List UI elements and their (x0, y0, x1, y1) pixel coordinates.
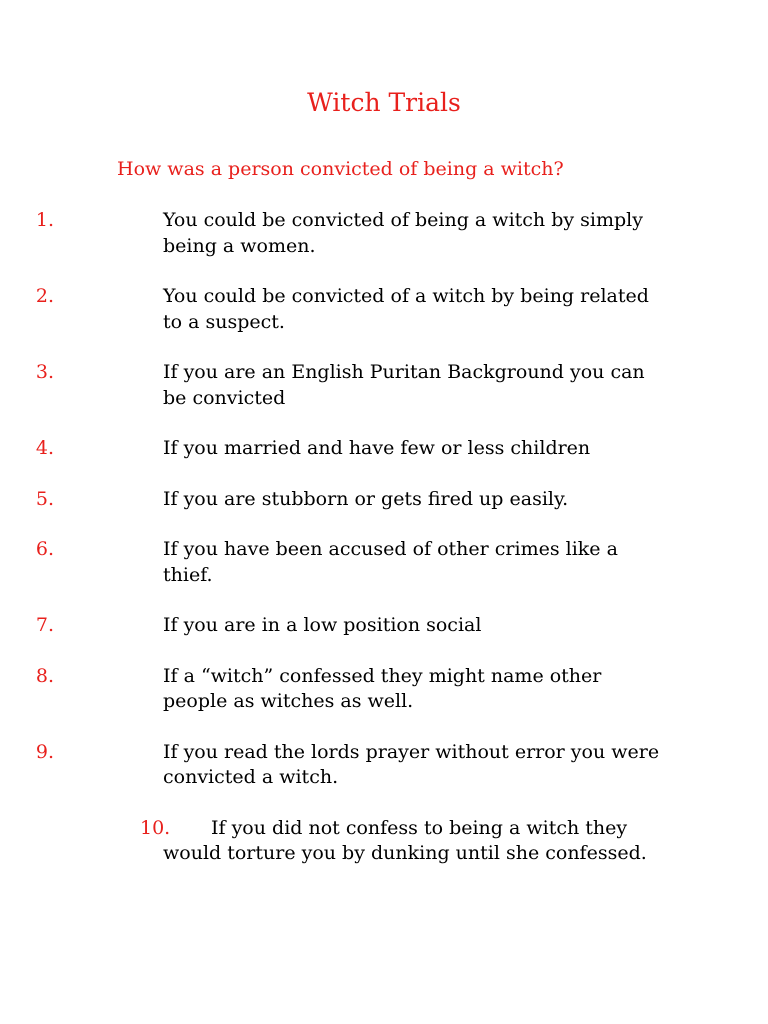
conviction-list (0, 208, 768, 892)
list-item-text: If you are in a low position social (163, 614, 482, 636)
list-number: 3. (35, 361, 54, 383)
list-number: 10. (140, 816, 171, 839)
list-item-text: If a “witch” confessed they might name other people as witches as well. (163, 664, 602, 712)
list-item (0, 208, 663, 259)
list-item-text: If you married and have few or less children (163, 437, 591, 459)
list-item-text: If you are an English Puritan Background you can be convicted (163, 361, 645, 409)
page-title: Witch Trials (307, 88, 461, 117)
question-heading: How was a person convicted of being a witch? (117, 158, 564, 180)
list-item (0, 740, 663, 791)
list-item (0, 664, 663, 715)
list-item (0, 284, 663, 335)
list-item (0, 487, 663, 513)
list-number: 2. (35, 285, 54, 307)
list-number: 5. (35, 487, 54, 510)
list-item-text: If you did not confess to being a witch they would torture you by dunking until she confessed. (163, 816, 647, 864)
list-item-text: If you have been accused of other crimes like a thief. (163, 538, 618, 586)
list-number: 7. (35, 614, 54, 636)
list-number: 1. (35, 209, 54, 231)
list-item (0, 613, 663, 639)
list-item-text: You could be convicted of a witch by being related to a suspect. (163, 285, 649, 333)
list-item (0, 360, 663, 411)
list-item-text: You could be convicted of being a witch by simply being a women. (163, 209, 643, 257)
list-item (0, 816, 663, 867)
list-item (0, 436, 663, 462)
list-number: 8. (35, 664, 54, 687)
list-number: 9. (35, 740, 54, 763)
list-number: 4. (35, 437, 54, 459)
list-item-text: If you are stubborn or gets fired up easily. (163, 487, 569, 510)
list-item (0, 537, 663, 588)
list-item-text: If you read the lords prayer without error you were convicted a witch. (163, 740, 660, 788)
list-number: 6. (35, 538, 54, 560)
